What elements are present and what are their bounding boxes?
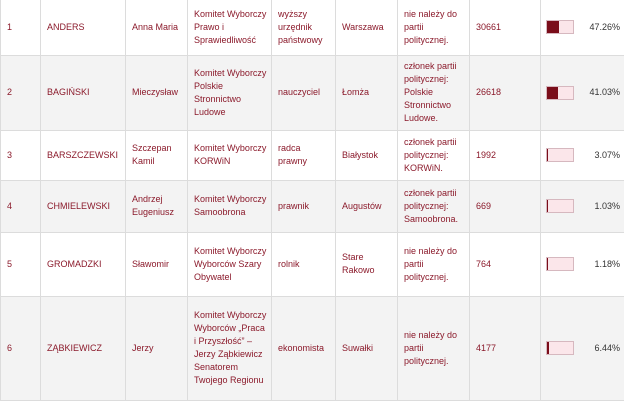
cell-party: członek partii politycznej: Samoobrona. xyxy=(398,180,470,232)
cell-party: członek partii politycznej: KORWiN. xyxy=(398,130,470,180)
percent-value: 1.03% xyxy=(594,200,620,211)
cell-number: 1 xyxy=(1,0,41,55)
cell-place: Augustów xyxy=(336,180,398,232)
cell-place: Warszawa xyxy=(336,0,398,55)
percent-bar-fill xyxy=(547,258,548,270)
cell-first-name: Anna Maria xyxy=(126,0,188,55)
cell-place: Łomża xyxy=(336,55,398,130)
cell-committee: Komitet Wyborczy Wyborców „Praca i Przyszłość” – Jerzy Ząbkiewicz Senatorem Twojego Regionu xyxy=(188,296,272,400)
percent-bar-fill xyxy=(547,21,559,33)
cell-percent xyxy=(541,0,624,55)
cell-surname: ANDERS xyxy=(41,0,126,55)
cell-profession: ekonomista xyxy=(272,296,336,400)
cell-party: członek partii politycznej: Polskie Stronnictwo Ludowe. xyxy=(398,55,470,130)
cell-number: 4 xyxy=(1,180,41,232)
cell-place: Suwałki xyxy=(336,296,398,400)
cell-number: 3 xyxy=(1,130,41,180)
cell-committee: Komitet Wyborczy Wyborców Szary Obywatel xyxy=(188,232,272,296)
table-row xyxy=(1,130,624,180)
cell-first-name: Szczepan Kamil xyxy=(126,130,188,180)
percent-value: 41.03% xyxy=(589,87,620,97)
cell-percent xyxy=(541,232,624,296)
percent-bar xyxy=(546,86,574,100)
percent-bar xyxy=(546,257,574,271)
cell-first-name: Mieczysław xyxy=(126,55,188,130)
cell-votes: 26618 xyxy=(470,55,541,130)
cell-votes: 669 xyxy=(470,180,541,232)
table-row xyxy=(1,55,624,130)
cell-surname: CHMIELEWSKI xyxy=(41,180,126,232)
table-row xyxy=(1,296,624,400)
percent-bar xyxy=(546,20,574,34)
cell-percent xyxy=(541,55,624,130)
cell-number: 2 xyxy=(1,55,41,130)
cell-place: Białystok xyxy=(336,130,398,180)
table-row xyxy=(1,232,624,296)
cell-surname: BAGIŃSKI xyxy=(41,55,126,130)
percent-bar xyxy=(546,148,574,162)
percent-value: 1.18% xyxy=(594,258,620,269)
cell-profession: radca prawny xyxy=(272,130,336,180)
cell-profession: wyższy urzędnik państwowy xyxy=(272,0,336,55)
cell-number: 5 xyxy=(1,232,41,296)
cell-first-name: Jerzy xyxy=(126,296,188,400)
table-row xyxy=(1,0,624,55)
cell-percent xyxy=(541,180,624,232)
cell-percent xyxy=(541,296,624,400)
table-row xyxy=(1,180,624,232)
cell-committee: Komitet Wyborczy Prawo i Sprawiedliwość xyxy=(188,0,272,55)
cell-percent xyxy=(541,130,624,180)
cell-first-name: Andrzej Eugeniusz xyxy=(126,180,188,232)
cell-surname: ZĄBKIEWICZ xyxy=(41,296,126,400)
percent-bar xyxy=(546,341,574,355)
cell-votes: 30661 xyxy=(470,0,541,55)
cell-votes: 4177 xyxy=(470,296,541,400)
percent-bar-fill xyxy=(547,342,549,354)
cell-number: 6 xyxy=(1,296,41,400)
percent-value: 47.26% xyxy=(589,21,620,32)
cell-party: nie należy do partii politycznej. xyxy=(398,232,470,296)
cell-profession: rolnik xyxy=(272,232,336,296)
cell-party: nie należy do partii politycznej. xyxy=(398,0,470,55)
percent-value: 6.44% xyxy=(594,342,620,353)
cell-surname: GROMADZKI xyxy=(41,232,126,296)
cell-party: nie należy do partii politycznej. xyxy=(398,296,470,400)
percent-bar xyxy=(546,199,574,213)
percent-bar-fill xyxy=(547,200,548,212)
cell-committee: Komitet Wyborczy Samoobrona xyxy=(188,180,272,232)
cell-committee: Komitet Wyborczy KORWiN xyxy=(188,130,272,180)
percent-bar-fill xyxy=(547,87,558,99)
cell-profession: nauczyciel xyxy=(272,55,336,130)
cell-votes: 764 xyxy=(470,232,541,296)
cell-surname: BARSZCZEWSKI xyxy=(41,130,126,180)
cell-profession: prawnik xyxy=(272,180,336,232)
cell-committee: Komitet Wyborczy Polskie Stronnictwo Ludowe xyxy=(188,55,272,130)
cell-first-name: Sławomir xyxy=(126,232,188,296)
percent-bar-fill xyxy=(547,149,548,161)
cell-votes: 1992 xyxy=(470,130,541,180)
percent-value: 3.07% xyxy=(594,149,620,160)
cell-place: Stare Rakowo xyxy=(336,232,398,296)
